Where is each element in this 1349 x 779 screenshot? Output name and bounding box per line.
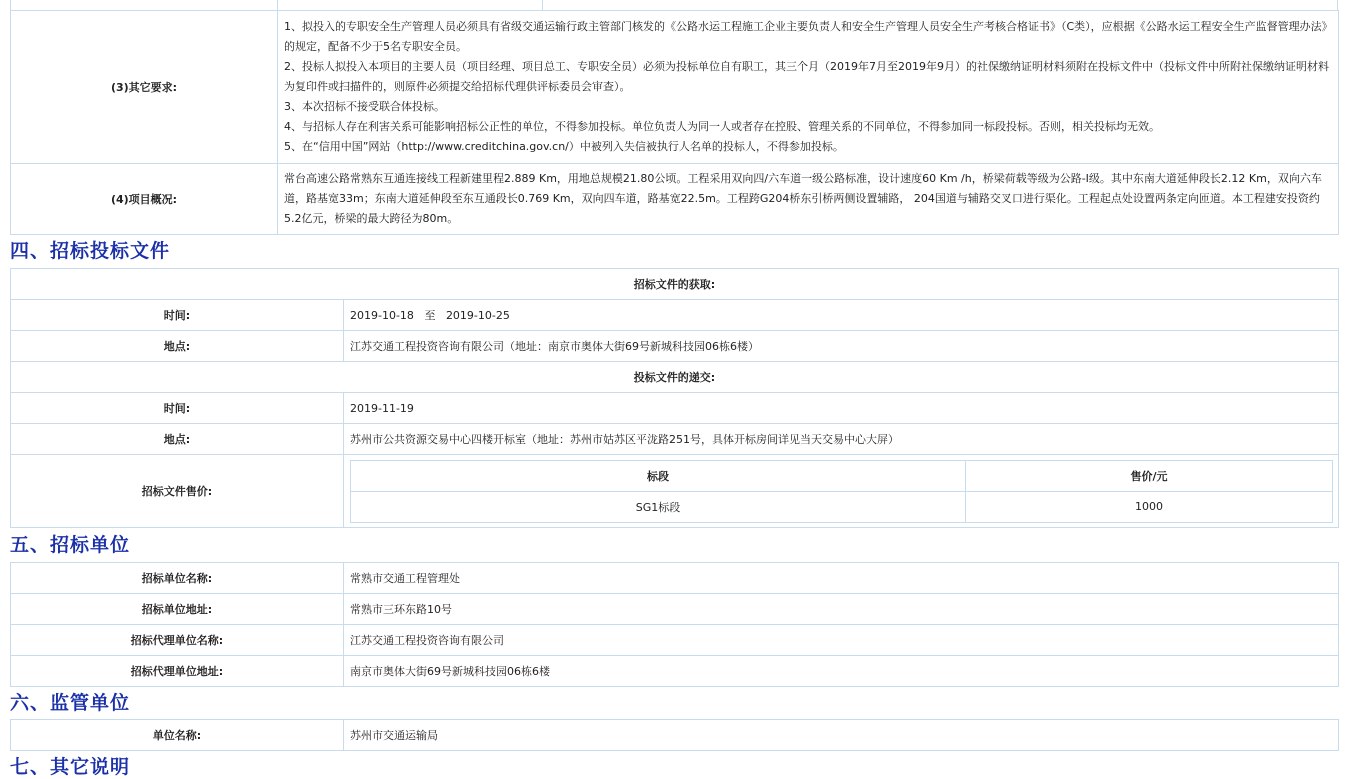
supervisor-table — [10, 719, 1339, 751]
tenderer-table — [10, 562, 1339, 687]
table-row — [11, 424, 1339, 455]
table-row — [11, 455, 1339, 528]
obtain-place-label: 地点: — [11, 331, 344, 362]
table-row — [11, 656, 1339, 687]
table-row — [351, 491, 1333, 522]
bidding-documents-table — [10, 268, 1339, 528]
table-row — [11, 362, 1339, 393]
tenderer-address-value: 常熟市三环东路10号 — [344, 594, 1339, 625]
obtain-place-value: 江苏交通工程投资咨询有限公司（地址：南京市奥体大街69号新城科技园06栋6楼） — [344, 331, 1339, 362]
section-heading-other-notes: 七、其它说明 — [10, 756, 131, 778]
tenderer-address-label: 招标单位地址: — [11, 594, 344, 625]
other-requirements-label: (3)其它要求: — [11, 11, 278, 164]
submit-documents-title: 投标文件的递交: — [11, 362, 1339, 393]
requirement-line: 5、在“信用中国”网站（http://www.creditchina.gov.cn/）中被列入失信被执行人名单的投标人，不得参加投标。 — [284, 140, 844, 153]
price-row-price: 1000 — [966, 491, 1333, 522]
table-row — [11, 300, 1339, 331]
submit-time-value: 2019-11-19 — [344, 393, 1339, 424]
submit-place-label: 地点: — [11, 424, 344, 455]
project-overview-text: 常台高速公路常熟东互通连接线工程新建里程2.889 Km，用地总规模21.80公顷。工程采用双向四/六车道一级公路标准，设计速度60 Km /h，桥梁荷载等级为公路-I级。其中东南大道延伸段长2.12 Km，双向六车道，路基宽33m；东南大道延伸段至东互通段长0.769 Km，双向四车道，路基宽22.5m。工程跨G204桥东引桥两侧设置辅路， 204国道与辅路交叉口进行渠化。工程起点处设置两条定向匝道。本工程建安投资约5.2亿元，桥梁的最大跨径为80m。 — [278, 164, 1339, 235]
document-price-cell — [344, 455, 1339, 528]
agent-name-label: 招标代理单位名称: — [11, 625, 344, 656]
agent-name-value: 江苏交通工程投资咨询有限公司 — [344, 625, 1339, 656]
price-row-section: SG1标段 — [351, 491, 966, 522]
agent-address-value: 南京市奥体大街69号新城科技园06栋6楼 — [344, 656, 1339, 687]
section-heading-bidding-documents: 四、招标投标文件 — [10, 240, 171, 262]
table-row — [11, 563, 1339, 594]
submit-time-label: 时间: — [11, 393, 344, 424]
obtain-time-end: 2019-10-25 — [445, 309, 510, 322]
supervisor-name-value: 苏州市交通运输局 — [344, 720, 1339, 751]
table-row — [11, 269, 1339, 300]
table-row — [11, 164, 1339, 235]
requirement-line: 3、本次招标不接受联合体投标。 — [284, 100, 445, 113]
obtain-time-to: 至 — [424, 309, 436, 322]
table-row — [11, 720, 1339, 751]
obtain-time-label: 时间: — [11, 300, 344, 331]
price-col-section: 标段 — [351, 460, 966, 491]
agent-address-label: 招标代理单位地址: — [11, 656, 344, 687]
cutoff-row — [10, 0, 1338, 10]
section-heading-tenderer: 五、招标单位 — [10, 534, 131, 556]
table-row — [11, 625, 1339, 656]
table-row — [11, 393, 1339, 424]
requirement-line: 4、与招标人存在利害关系可能影响招标公正性的单位，不得参加投标。单位负责人为同一人或者存在控股、管理关系的不同单位，不得参加同一标段投标。否则，相关投标均无效。 — [284, 120, 1160, 133]
tenderer-name-value: 常熟市交通工程管理处 — [344, 563, 1339, 594]
section-heading-supervisor: 六、监管单位 — [10, 692, 131, 714]
table-row — [11, 594, 1339, 625]
cutoff-divider — [542, 0, 543, 10]
requirement-line: 2、投标人拟投入本项目的主要人员（项目经理、项目总工、专职安全员）必须为投标单位自有职工，其三个月（2019年7月至2019年9月）的社保缴纳证明材料须附在投标文件中（投标文件中所附社保缴纳证明材料为复印件或扫描件的，则原件必须提交给招标代理供评标委员会审查）。 — [284, 60, 1329, 93]
supervisor-name-label: 单位名称: — [11, 720, 344, 751]
obtain-documents-title: 招标文件的获取: — [11, 269, 1339, 300]
price-table — [350, 460, 1333, 523]
obtain-time-start: 2019-10-18 — [350, 309, 414, 322]
cutoff-divider — [277, 0, 278, 10]
table-row — [11, 11, 1339, 164]
project-overview-label: (4)项目概况: — [11, 164, 278, 235]
submit-place-value: 苏州市公共资源交易中心四楼开标室（地址：苏州市姑苏区平泷路251号，具体开标房间详见当天交易中心大屏） — [344, 424, 1339, 455]
price-table-header — [351, 460, 1333, 491]
obtain-time-value — [344, 300, 1339, 331]
other-requirements-text — [278, 11, 1339, 164]
requirement-line: 1、拟投入的专职安全生产管理人员必须具有省级交通运输行政主管部门核发的《公路水运工程施工企业主要负责人和安全生产管理人员安全生产考核合格证书》（C类），应根据《公路水运工程安全生产监督管理办法》的规定，配备不少于5名专职安全员。 — [284, 20, 1328, 53]
document-price-label: 招标文件售价: — [11, 455, 344, 528]
price-col-price: 售价/元 — [966, 460, 1333, 491]
requirements-table — [10, 10, 1339, 235]
tenderer-name-label: 招标单位名称: — [11, 563, 344, 594]
table-row — [11, 331, 1339, 362]
